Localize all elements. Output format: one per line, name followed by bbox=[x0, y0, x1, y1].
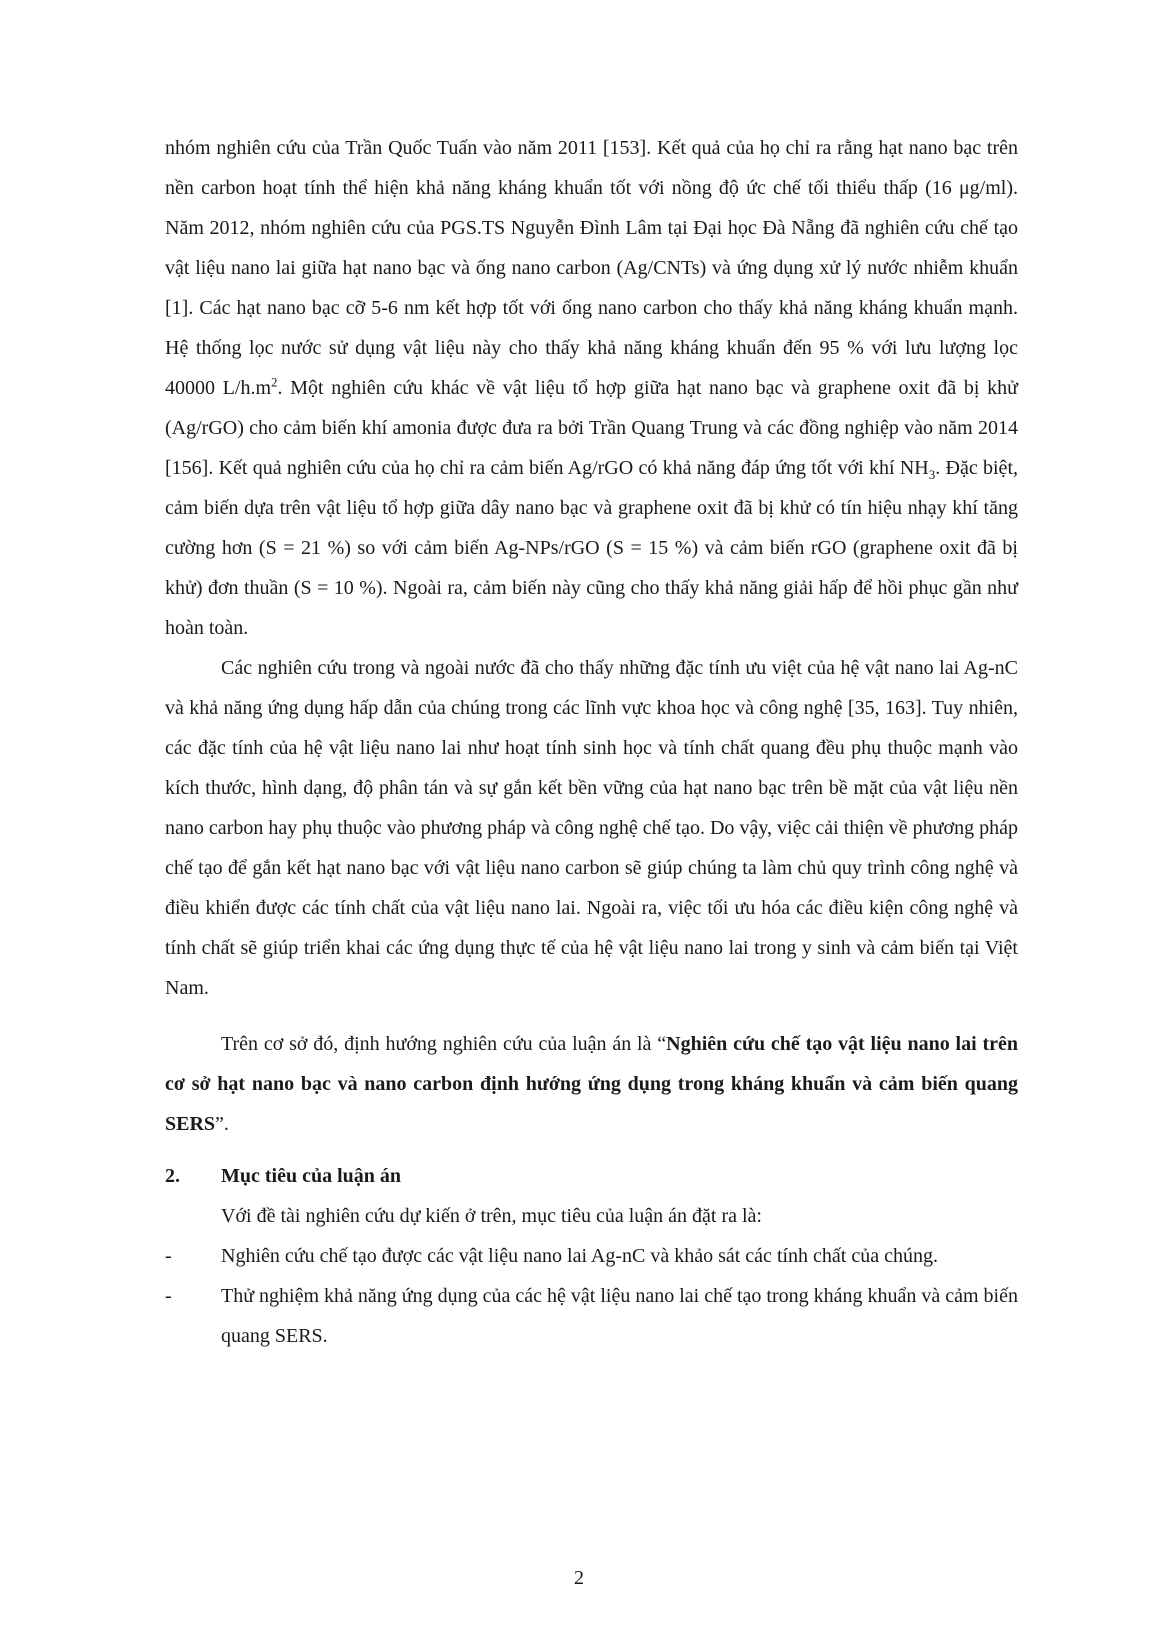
thesis-direction-lead: Trên cơ sở đó, định hướng nghiên cứu của luận án là “ bbox=[221, 1033, 667, 1055]
paragraph-properties: Các nghiên cứu trong và ngoài nước đã cho thấy những đặc tính ưu việt của hệ vật nano lai Ag-nC và khả năng ứng dụng hấp dẫn của chúng trong các lĩnh vực khoa học và công nghệ [35, 163]. Tuy nhiên, các đặc tính của hệ vật liệu nano lai như hoạt tính sinh học và tính chất quang đều phụ thuộc mạnh vào kích thước, hình dạng, độ phân tán và sự gắn kết bền vững của hạt nano bạc trên bề mặt của vật liệu nền nano carbon hay phụ thuộc vào phương pháp và công nghệ chế tạo. Do vậy, việc cải thiện về phương pháp chế tạo để gắn kết hạt nano bạc với vật liệu nano carbon sẽ giúp chúng ta làm chủ quy trình công nghệ và điều khiển được các tính chất của vật liệu nano lai. Ngoài ra, việc tối ưu hóa các điều kiện công nghệ và tính chất sẽ giúp triển khai các ứng dụng thực tế của hệ vật liệu nano lai trong y sinh và cảm biến tại Việt Nam. bbox=[165, 657, 1018, 999]
section-number: 2. bbox=[165, 1165, 180, 1187]
section-heading-objectives bbox=[165, 1156, 1018, 1196]
paragraph-research-summary bbox=[165, 128, 1018, 648]
superscript-2: 2 bbox=[271, 374, 278, 390]
document-page bbox=[165, 128, 1018, 1356]
list-item bbox=[165, 1276, 1018, 1356]
subscript-3: 3 bbox=[928, 467, 936, 482]
list-item bbox=[165, 1236, 1018, 1276]
section-title: Mục tiêu của luận án bbox=[221, 1165, 402, 1187]
paragraph-thesis-direction bbox=[165, 1024, 1018, 1144]
thesis-direction-tail: ”. bbox=[215, 1113, 229, 1135]
list-dash: - bbox=[165, 1245, 172, 1267]
objectives-intro: Với đề tài nghiên cứu dự kiến ở trên, mục tiêu của luận án đặt ra là: bbox=[221, 1205, 762, 1227]
thesis-title: Nghiên cứu chế tạo vật liệu nano lai trên cơ sở hạt nano bạc và nano carbon định hướng ứng dụng trong kháng khuẩn và cảm biến quang SERS bbox=[165, 1033, 1018, 1135]
list-item-text: Thử nghiệm khả năng ứng dụng của các hệ vật liệu nano lai chế tạo trong kháng khuẩn và cảm biến quang SERS. bbox=[221, 1285, 1018, 1347]
list-dash: - bbox=[165, 1285, 172, 1307]
paragraph-1-text-a: nhóm nghiên cứu của Trần Quốc Tuấn vào năm 2011 [153]. Kết quả của họ chỉ ra rằng hạt nano bạc trên nền carbon hoạt tính thể hiện khả năng kháng khuẩn tốt với nồng độ ức chế tối thiểu thấp (16 μg/ml). Năm 2012, nhóm nghiên cứu của PGS.TS Nguyễn Đình Lâm tại Đại học Đà Nẵng đã nghiên cứu chế tạo vật liệu nano lai giữa hạt nano bạc và ống nano carbon (Ag/CNTs) và ứng dụng xử lý nước nhiễm khuẩn [1]. Các hạt nano bạc cỡ 5-6 nm kết hợp tốt với ống nano carbon cho thấy khả năng kháng khuẩn mạnh. Hệ thống lọc nước sử dụng vật liệu này cho thấy khả năng kháng khuẩn đến 95 % với lưu lượng lọc 40000 L/h.m bbox=[165, 137, 1018, 399]
page-number: 2 bbox=[574, 1567, 584, 1589]
paragraph-1-text-c: . Đặc biệt, cảm biến dựa trên vật liệu tổ hợp giữa dây nano bạc và graphene oxit đã bị khử có tín hiệu nhạy khí tăng cường hơn (S = 21 %) so với cảm biến Ag-NPs/rGO (S = 15 %) và cảm biến rGO (graphene oxit đã bị khử) đơn thuần (S = 10 %). Ngoài ra, cảm biến này cũng cho thấy khả năng giải hấp để hồi phục gần như hoàn toàn. bbox=[165, 457, 1018, 639]
paragraph-1-text-b: . Một nghiên cứu khác về vật liệu tổ hợp giữa hạt nano bạc và graphene oxit đã bị khử (Ag/rGO) cho cảm biến khí amonia được đưa ra bởi Trần Quang Trung và các đồng nghiệp vào năm 2014 [156]. Kết quả nghiên cứu của họ chỉ ra cảm biến Ag/rGO có khả năng đáp ứng tốt với khí NH bbox=[165, 377, 1018, 479]
list-item-text: Nghiên cứu chế tạo được các vật liệu nano lai Ag-nC và khảo sát các tính chất của chúng. bbox=[221, 1245, 938, 1267]
